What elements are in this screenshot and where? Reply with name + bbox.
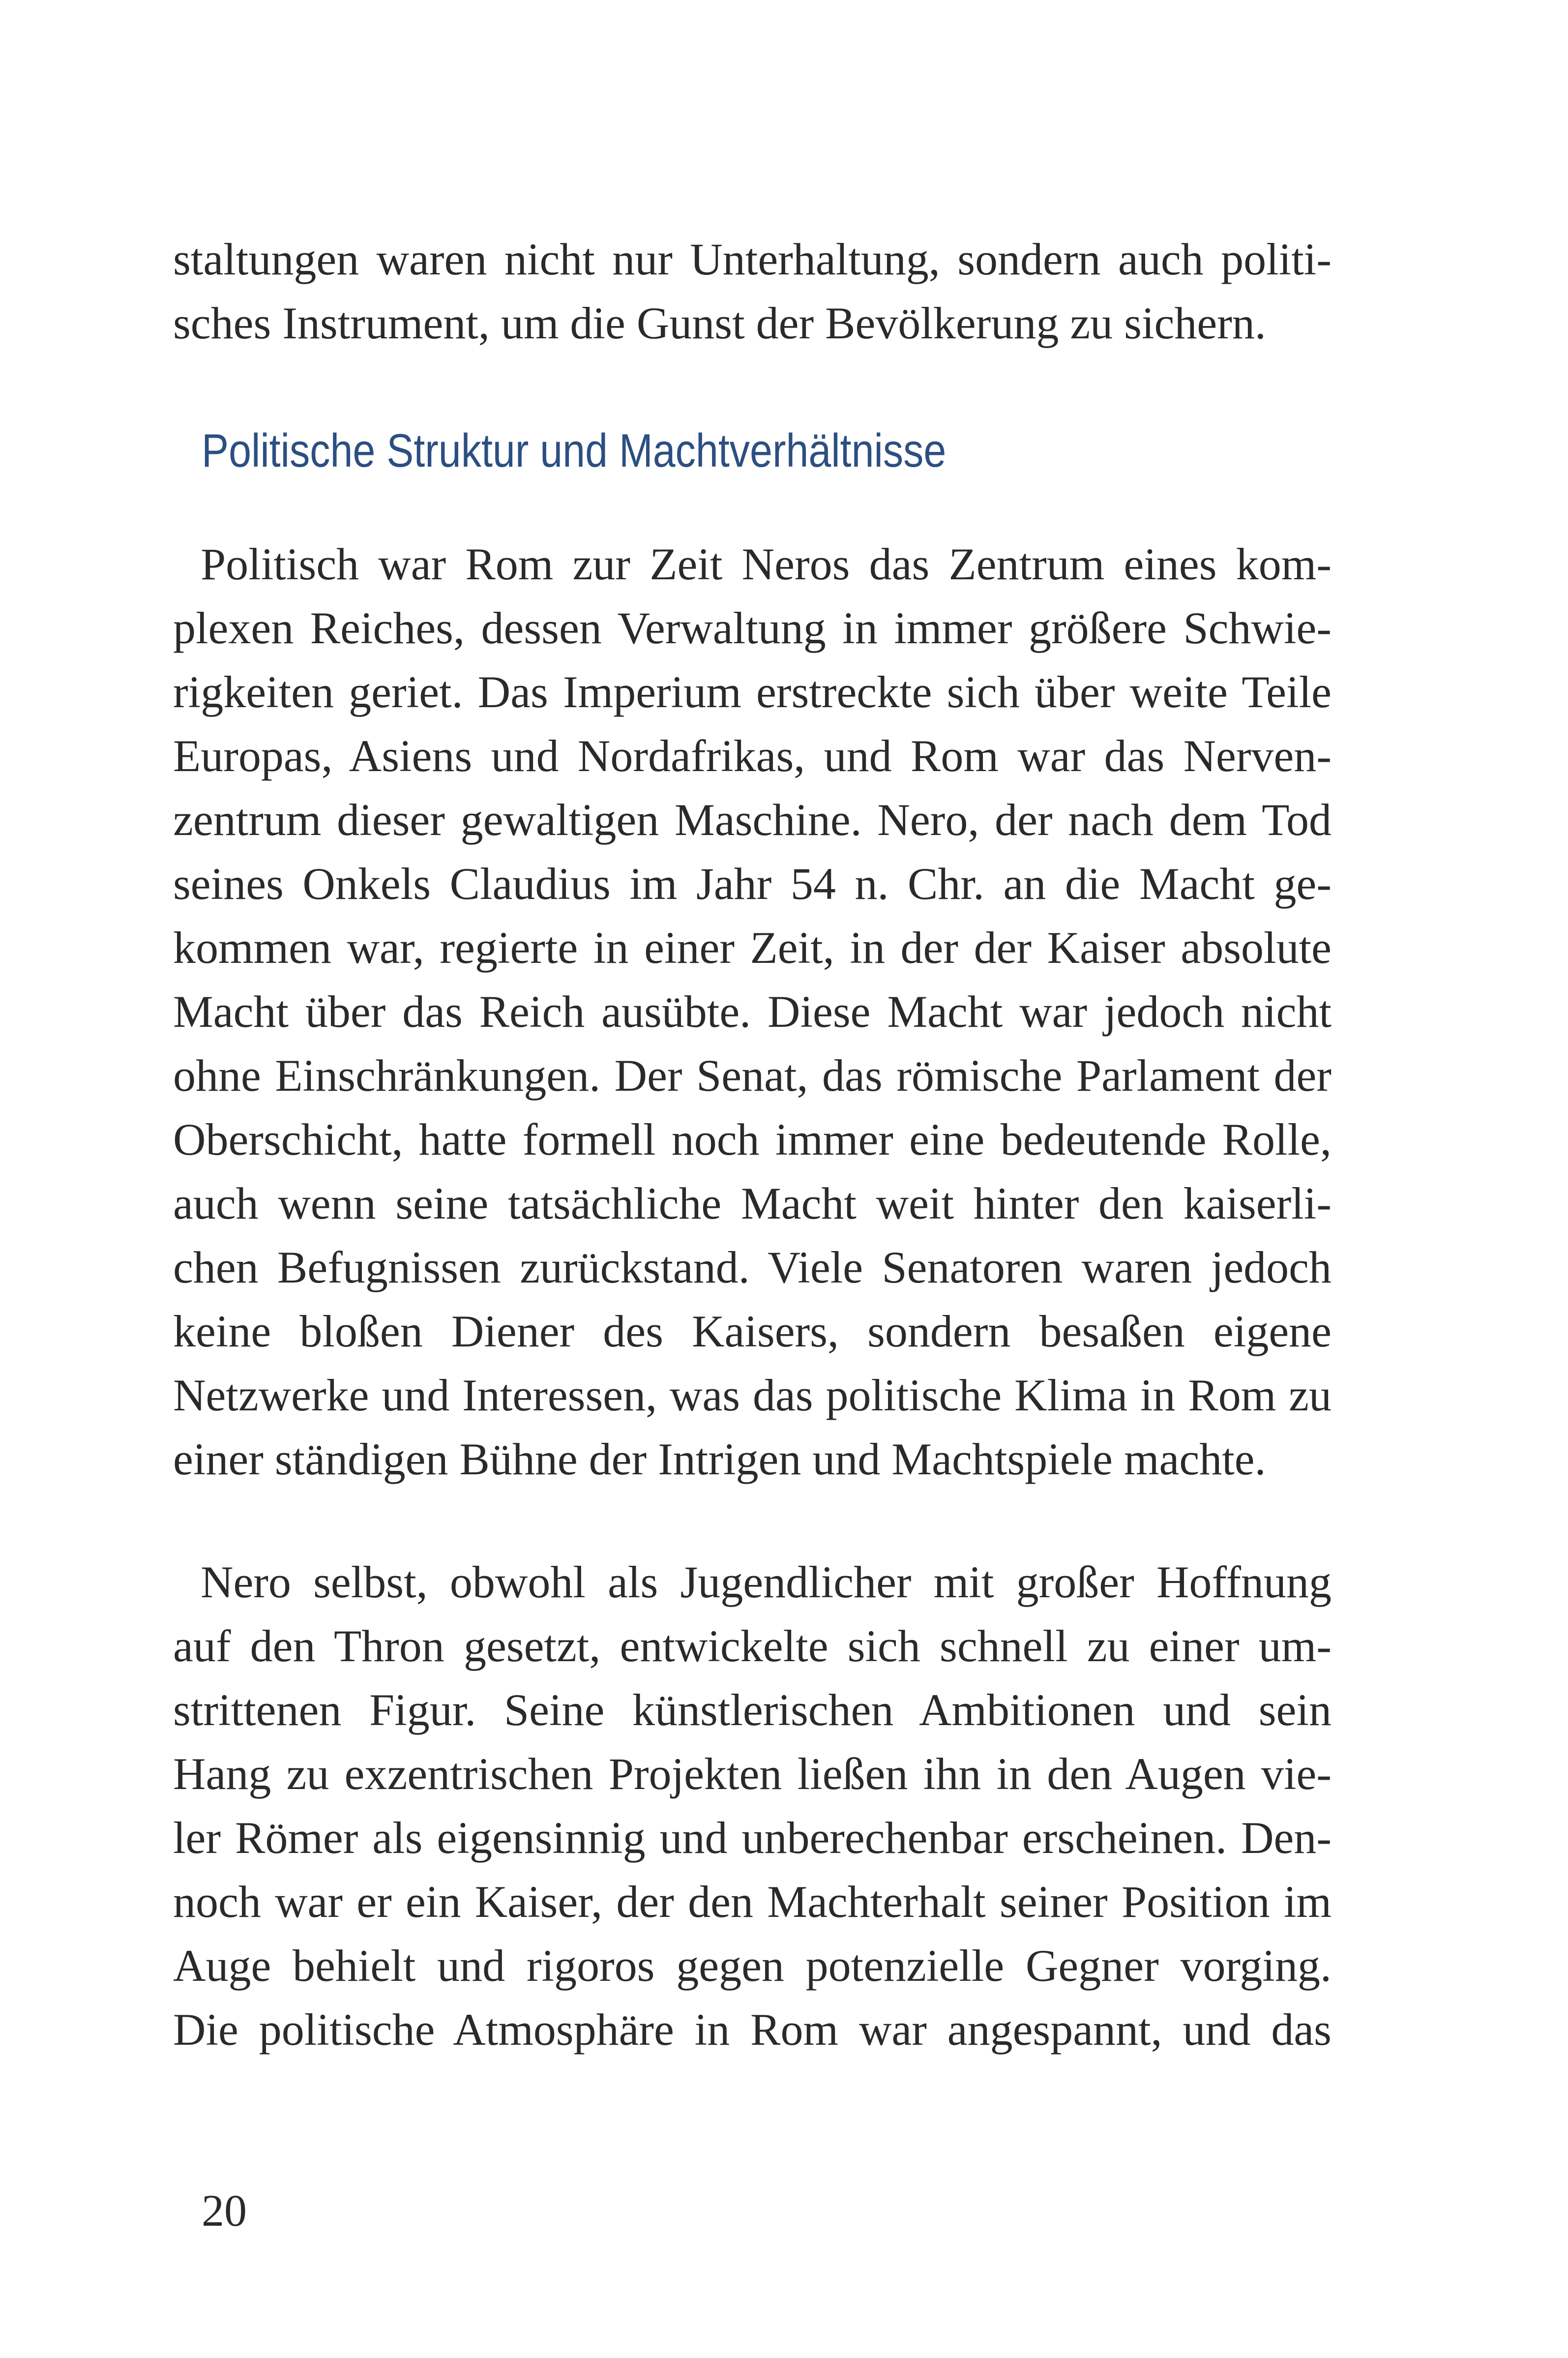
paragraph-line: ler Römer als eigensinnig und unberechenbar erscheinen. Den-: [173, 1813, 1331, 1863]
section-heading: Politische Struktur und Machtverhältnisse: [202, 424, 947, 477]
paragraph-line: Nero selbst, obwohl als Jugendlicher mit großer Hoffnung: [201, 1557, 1331, 1607]
intro-line: staltungen waren nicht nur Unterhaltung, sondern auch politi-: [173, 234, 1331, 284]
paragraph-line: noch war er ein Kaiser, der den Machterhalt seiner Position im: [173, 1877, 1331, 1927]
paragraph-line: Die politische Atmosphäre in Rom war angespannt, und das: [173, 2004, 1331, 2055]
paragraph-line: zentrum dieser gewaltigen Maschine. Nero, der nach dem Tod: [173, 795, 1331, 845]
page-number: 20: [202, 2185, 247, 2236]
paragraph-line: kommen war, regierte in einer Zeit, in der der Kaiser absolute: [173, 923, 1331, 973]
paragraph-line: rigkeiten geriet. Das Imperium erstreckte sich über weite Teile: [173, 667, 1331, 717]
paragraph-line: Politisch war Rom zur Zeit Neros das Zentrum eines kom-: [201, 539, 1331, 589]
paragraph-line: einer ständigen Bühne der Intrigen und Machtspiele machte.: [173, 1434, 1266, 1484]
paragraph-line: auch wenn seine tatsächliche Macht weit hinter den kaiserli-: [173, 1178, 1331, 1228]
paragraph-line: ohne Einschränkungen. Der Senat, das römische Parlament der: [173, 1050, 1331, 1101]
paragraph-line: seines Onkels Claudius im Jahr 54 n. Chr. an die Macht ge-: [173, 859, 1331, 909]
paragraph-line: Hang zu exzentrischen Projekten ließen ihn in den Augen vie-: [173, 1749, 1331, 1799]
paragraph-line: keine bloßen Diener des Kaisers, sondern besaßen eigene: [173, 1306, 1331, 1356]
paragraph-line: Auge behielt und rigoros gegen potenzielle Gegner vorging.: [173, 1940, 1331, 1991]
paragraph-line: auf den Thron gesetzt, entwickelte sich schnell zu einer um-: [173, 1621, 1331, 1671]
paragraph-line: Netzwerke und Interessen, was das politische Klima in Rom zu: [173, 1370, 1331, 1420]
paragraph-line: Europas, Asiens und Nordafrikas, und Rom war das Nerven-: [173, 731, 1331, 781]
paragraph-line: chen Befugnissen zurückstand. Viele Senatoren waren jedoch: [173, 1242, 1331, 1292]
paragraph-line: plexen Reiches, dessen Verwaltung in immer größere Schwie-: [173, 603, 1331, 653]
paragraph-line: Macht über das Reich ausübte. Diese Macht war jedoch nicht: [173, 986, 1331, 1037]
paragraph-line: Oberschicht, hatte formell noch immer eine bedeutende Rolle,: [173, 1114, 1331, 1164]
intro-line: sches Instrument, um die Gunst der Bevölkerung zu sichern.: [173, 298, 1266, 348]
paragraph-line: strittenen Figur. Seine künstlerischen Ambitionen und sein: [173, 1685, 1331, 1735]
